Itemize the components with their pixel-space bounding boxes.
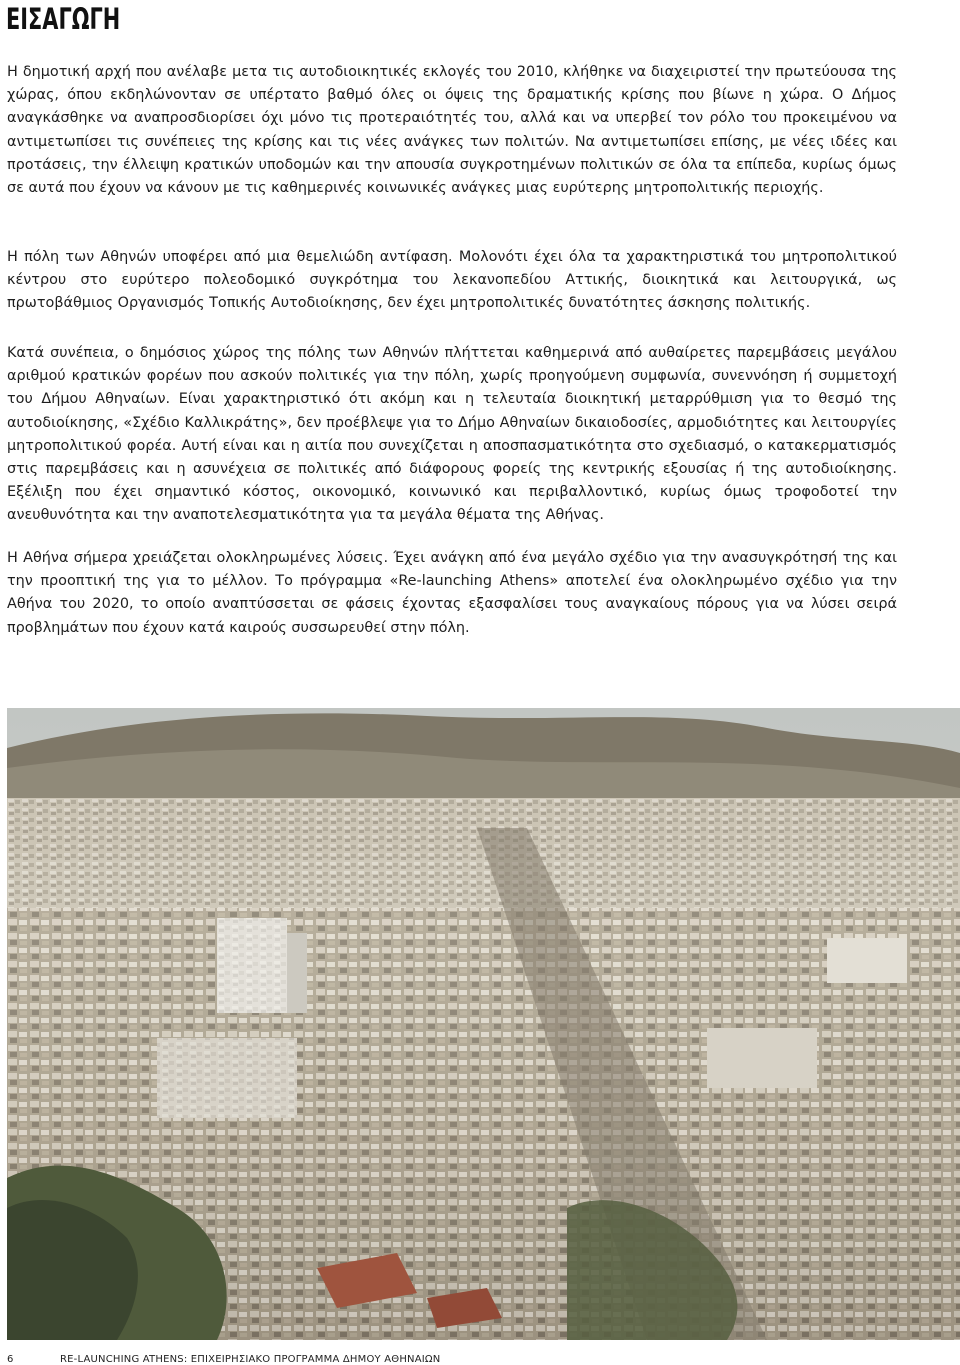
intro-paragraph-2: Η πόλη των Αθηνών υποφέρει από μια θεμελιώδη αντίφαση. Μολονότι έχει όλα τα χαρακτηριστικά του μητροπολιτικού κέντρου στο ευρύτερο πολεοδομικό συγκρότημα του λεκανοπεδίου Αττικής, διοικητικά και λειτουργικά, ως πρωτοβάθμιος Οργανισμός Τοπικής Αυτοδιοίκησης, δεν έχει μητροπολιτικές δυνατότητες άσκησης πολιτικής. [7, 249, 897, 312]
intro-paragraph-4: Η Αθήνα σήμερα χρειάζεται ολοκληρωμένες λύσεις. Έχει ανάγκη από ένα μεγάλο σχέδιο για την ανασυγκρότησή της και την προοπτική της για το μέλλον. Το πρόγραμμα «Re-launching Athens» αποτελεί ένα ολοκληρωμένο σχέδιο για την Αθήνα του 2020, το οποίο αναπτύσσεται σε φάσεις έχοντας εξασφαλίσει τους αναγκαίους πόρους για να λύσει σειρά προβλημάτων που έχουν κατά καιρούς συσσωρευθεί στην πόλη. [7, 550, 897, 636]
athens-aerial-photo [7, 708, 960, 1340]
intro-paragraph-1: Η δημοτική αρχή που ανέλαβε μετα τις αυτοδιοικητικές εκλογές του 2010, κλήθηκε να διαχειριστεί την πρωτεύουσα της χώρας, όπου εκδηλώνονταν σε υπέρτατο βαθμό όλες οι όψεις της δραματικής κρίσης που βίωνε η χώρα. Ο Δήμος αναγκάσθηκε να αναπροσδιορίσει όχι μόνο τις προτεραιότητές του, αλλά και να υπερβεί τον ρόλο του προκειμένου να αντιμετωπίσει τις συνέπειες της κρίσης και τις νέες ανάγκες των πολιτών. Να αντιμετωπίσει επίσης, με νέες ιδέες και προτάσεις, την έλλειψη κρατικών υποδομών και την απουσία συγκροτημένων πολιτικών σε όλα τα επίπεδα, κυρίως όμως σε αυτά που έχουν να κάνουν με τις καθημερινές κοινωνικές ανάγκες μιας ευρύτερης μητροπολιτικής περιοχής. [7, 64, 897, 197]
intro-paragraph-3: Κατά συνέπεια, ο δημόσιος χώρος της πόλης των Αθηνών πλήττεται καθημερινά από αυθαίρετες παρεμβάσεις μεγάλου αριθμού κρατικών φορέων που ασκούν πολιτικές για την πόλη, χωρίς προηγούμενη συμφωνία, συνεννόηση ή συμμετοχή του Δήμου Αθηναίων. Είναι χαρακτηριστικό ότι ακόμη και η τελευταία διοικητική μεταρρύθμιση για το θεσμό της αυτοδιοίκησης, «Σχέδιο Καλλικράτης», δεν προέβλεψε για το Δήμο Αθηναίων δικαιοδοσίες, αρμοδιότητες και λειτουργίες μητροπολιτικού φορέα. Αυτή είναι και η αιτία που συνεχίζεται η αποσπασματικότητα στο σχεδιασμό, ο κατακερματισμός στις παρεμβάσεις και η ασυνέχεια σε πολιτικές από διάφορους φορείς της κεντρικής εξουσίας ή της αυτοδιοίκησης. Εξέλιξη που έχει σημαντικό κόστος, οικονομικό, κοινωνικό και περιβαλλοντικό, κυρίως όμως τροφοδοτεί την ανευθυνότητα και την αναποτελεσματικότητα για τα μεγάλα θέματα της Αθήνας. [7, 345, 897, 524]
page-number: 6 [7, 1354, 14, 1365]
running-title: RE-LAUNCHING ATHENS: ΕΠΙΧΕΙΡΗΣΙΑΚΟ ΠΡΟΓΡΑΜΜΑ ΔΗΜΟΥ ΑΘΗΝΑΙΩΝ [60, 1354, 441, 1365]
city-photo-illustration [7, 708, 960, 1340]
page-title: ΕΙΣΑΓΩΓΗ [6, 2, 121, 36]
